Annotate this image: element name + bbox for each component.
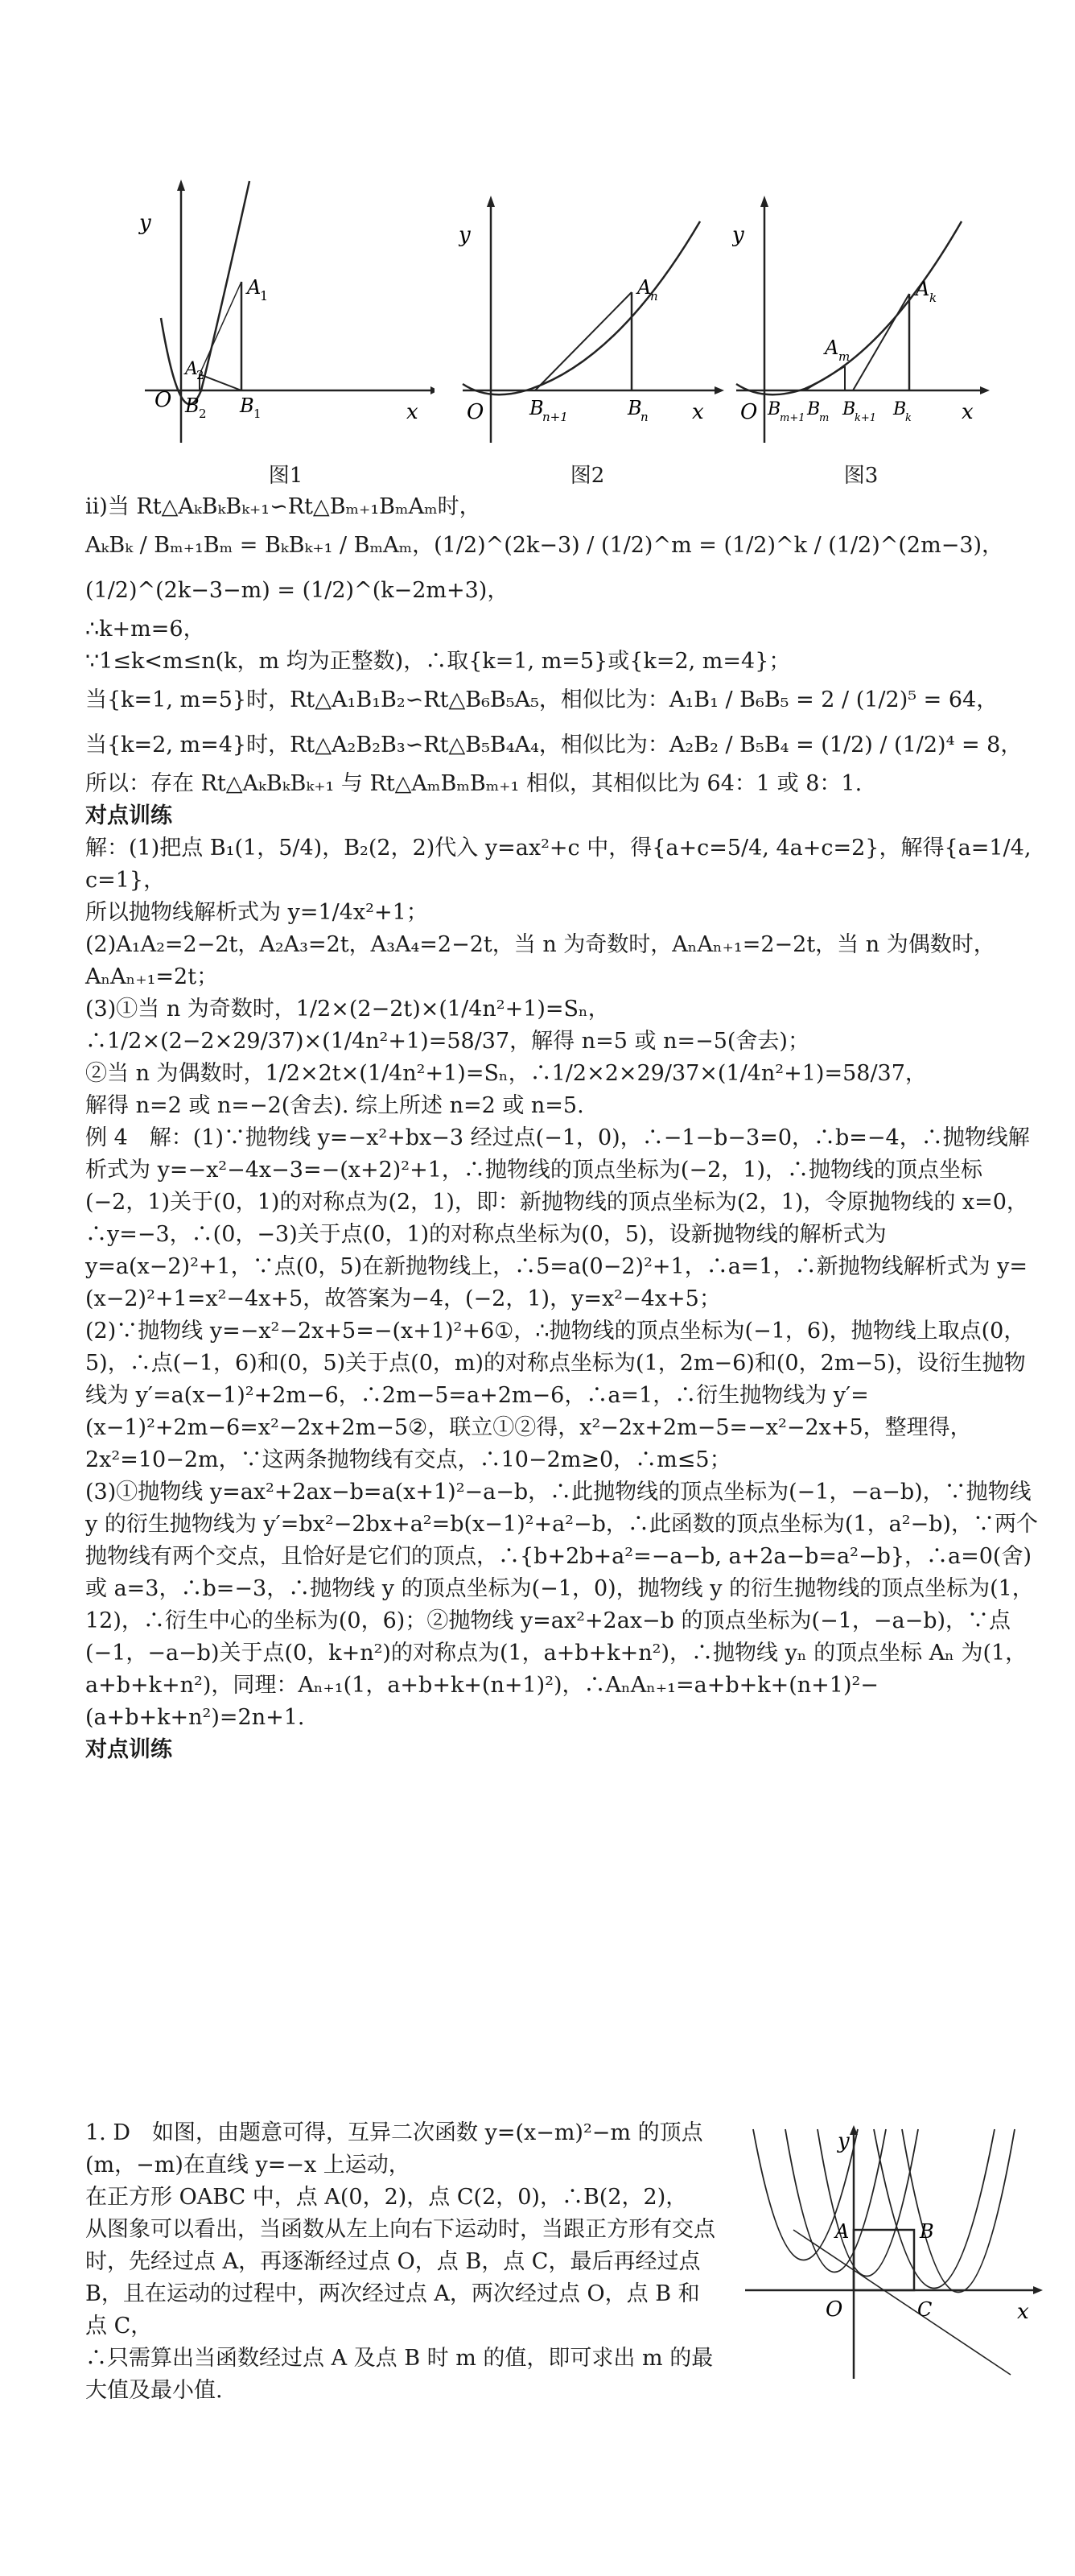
fig2-label-bn-sub: n (640, 410, 649, 424)
text-line: ∴只需算出当函数经过点 A 及点 B 时 m 的值，即可求出 m 的最大值及最小值. (85, 2346, 714, 2403)
text-line: 从图象可以看出，当函数从左上向右下运动时，当跟正方形有交点时，先经过点 A，再逐渐经过点 O，点 B，点 C，最后再经过点 B，且在运动的过程中，两次经过点 A，两次经过点 O，点 B 和点 C， (85, 2217, 715, 2339)
fig2-label-bn: B (628, 397, 642, 419)
fig3-label-am: A (825, 336, 839, 359)
text-line: 所以：存在 Rt△AₖBₖBₖ₊₁ 与 Rt△AₘBₘBₘ₊₁ 相似，其相似比为 64：1 或 8：1. (85, 771, 863, 796)
fig2-label-an: A (637, 276, 652, 299)
q1-origin: O (826, 2297, 843, 2322)
text-line: 当{k=2, m=4}时，Rt△A₂B₂B₃∽Rt△B₅B₄A₄，相似比为：A₂B₂ / B₅B₄ = (1/2) / (1/2)⁴ = 8， (85, 733, 1023, 758)
fig3-label-ak: A (916, 278, 930, 300)
text-line: (2)A₁A₂=2−2t，A₂A₃=2t，A₃A₄=2−2t，当 n 为奇数时，AₙAₙ₊₁=2−2t，当 n 为偶数时，AₙAₙ₊₁=2t； (85, 932, 995, 989)
text-line: 所以抛物线解析式为 y=1/4x²+1； (85, 900, 428, 925)
fig3-axis-y: y (732, 223, 744, 247)
text-line: 解得 n=2 或 n=−2(舍去). 综上所述 n=2 或 n=5. (85, 1093, 584, 1118)
fig1-label-b2: B (185, 394, 200, 417)
fig1-label-a1: A (247, 276, 262, 299)
question-1-text (85, 2117, 721, 2407)
question-1 (85, 2117, 1051, 2552)
q1-axis-x: x (1017, 2300, 1029, 2324)
fig1-axis-x: x (406, 400, 418, 424)
section-title: 对点训练 (85, 803, 172, 828)
section-title: 对点训练 (85, 1737, 172, 1762)
fig3-label-bm: B (807, 399, 821, 419)
fig3-label-bm-sub: m (819, 412, 830, 424)
text-line: 1. D 如图，由题意可得，互异二次函数 y=(x−m)²−m 的顶点(m，−m)在直线 y=−x 上运动， (85, 2120, 703, 2178)
fig2-axis-x: x (692, 400, 704, 424)
figure-2-caption: 图2 (570, 464, 605, 488)
fig2-origin: O (467, 400, 484, 424)
fig1-label-b1: B (240, 394, 254, 417)
fig1-origin: O (154, 388, 172, 412)
fig1-label-b1-sub: 1 (253, 407, 262, 421)
figure-row (121, 173, 990, 487)
figure-3 (732, 173, 990, 488)
example-4-part-3: (3)①抛物线 y=ax²+2ax−b=a(x+1)²−a−b，∴此抛物线的顶点坐标为(−1，−a−b)，∵抛物线 y 的衍生抛物线为 y′=bx²−2bx+a²=b(x−1)²+a²−b，∴此函数的顶点坐标为(1，a²−b)，∵两个抛物线有两个交点，且恰好是它们的顶点，∴{b+2b+a²=−a−b, a+2a−b=a²−b}，∴a=0(舍)或 a=3，∴b=−3，∴抛物线 y 的顶点坐标为(−1，0)，抛物线 y 的衍生抛物线的顶点坐标为(1，12)，∴衍生中心的坐标为(0，6)；②抛物线 y=ax²+2ax−b 的顶点坐标为(−1，−a−b)，∵点(−1，−a−b)关于点(0，k+n²)的对称点为(1，a+b+k+n²)，∴抛物线 yₙ 的顶点坐标 Aₙ 为(1，a+b+k+n²)，同理：Aₙ₊₁(1，a+b+k+(n+1)²)，∴AₙAₙ₊₁=a+b+k+(n+1)²−(a+b+k+n²)=2n+1. (85, 1480, 1038, 1730)
fig3-label-bk1-sub: k+1 (855, 412, 877, 424)
text-line: ∵1≤k<m≤n(k，m 均为正整数)，∴取{k=1, m=5}或{k=2, m=4}； (85, 649, 791, 674)
text-line: ②当 n 为偶数时，1/2×2t×(1/4n²+1)=Sₙ，∴1/2×2×29/37×(1/4n²+1)=58/37， (85, 1061, 927, 1086)
text-line: 解：(1)把点 B₁(1，5/4)，B₂(2，2)代入 y=ax²+c 中，得{a+c=5/4, 4a+c=2}，解得{a=1/4, c=1}， (85, 836, 1032, 893)
text-line: AₖBₖ / Bₘ₊₁Bₘ = BₖBₖ₊₁ / BₘAₘ，(1/2)^(2k−3) / (1/2)^m = (1/2)^k / (1/2)^(2m−3)，(1/2)^(2k−3−m) = (1/2)^(k−2m+3)， (85, 533, 1004, 603)
q1-label-a: A (835, 2220, 850, 2243)
fig3-label-bk1: B (842, 399, 856, 419)
figure-1-caption: 图1 (268, 464, 303, 488)
fig1-label-a1-sub: 1 (260, 288, 269, 303)
example-4-part-2: (2)∵抛物线 y=−x²−2x+5=−(x+1)²+6①，∴抛物线的顶点坐标为(−1，6)，抛物线上取点(0，5)，∴点(−1，6)和(0，5)关于点(0，m)的对称点坐标为(1，2m−6)和(0，2m−5)，设衍生抛物线为 y′=a(x−1)²+2m−6，∴2m−5=a+2m−6，∴a=1，∴衍生抛物线为 y′=(x−1)²+2m−6=x²−2x+2m−5②，联立①②得，x²−2x+2m−5=−x²−2x+5，整理得，2x²=10−2m，∵这两条抛物线有交点，∴10−2m≥0，∴m≤5； (85, 1319, 1026, 1472)
fig2-label-an-sub: n (650, 289, 658, 303)
figure-2 (459, 173, 724, 488)
figure-1 (137, 173, 435, 488)
fig3-label-bm1: B (768, 399, 781, 419)
q1-label-b: B (920, 2220, 934, 2243)
fig3-label-bm1-sub: m+1 (780, 412, 805, 424)
fig3-axis-x: x (962, 400, 974, 424)
question-1-figure (745, 2125, 1043, 2386)
fig3-label-ak-sub: k (929, 291, 937, 305)
figure-3-caption: 图3 (843, 464, 879, 488)
fig1-label-a2: A (185, 359, 198, 379)
fig3-label-am-sub: m (838, 349, 851, 364)
q1-label-c: C (917, 2298, 933, 2321)
fig1-label-b2-sub: 2 (199, 407, 207, 421)
fig2-label-bn1-sub: n+1 (542, 410, 568, 424)
fig3-label-bk: B (893, 399, 907, 419)
example-4-part-1: 例 4 解：(1)∵抛物线 y=−x²+bx−3 经过点(−1，0)，∴−1−b−3=0，∴b=−4，∴抛物线解析式为 y=−x²−4x−3=−(x+2)²+1，∴抛物线的顶点坐标为(−2，1)，∴抛物线的顶点坐标(−2，1)关于(0，1)的对称点为(2，1)，即：新抛物线的顶点坐标为(2，1)，令原抛物线的 x=0，∴y=−3，∴(0，−3)关于点(0，1)的对称点坐标为(0，5)，设新抛物线的解析式为 y=a(x−2)²+1，∵点(0，5)在新抛物线上，∴5=a(0−2)²+1，∴a=1，∴新抛物线解析式为 y=(x−2)²+1=x²−4x+5，故答案为−4，(−2，1)，y=x²−4x+5； (85, 1125, 1030, 1311)
fig1-label-a2-sub: 2 (196, 368, 204, 382)
text-line: 在正方形 OABC 中，点 A(0，2)，点 C(2，0)，∴B(2，2)， (85, 2185, 688, 2210)
text-line: ∴k+m=6， (85, 617, 205, 642)
fig3-origin: O (740, 400, 758, 424)
text-line: 当{k=1, m=5}时，Rt△A₁B₁B₂∽Rt△B₆B₅A₅，相似比为：A₁B₁ / B₆B₅ = 2 / (1/2)⁵ = 64， (85, 687, 999, 712)
fig1-axis-y: y (139, 211, 151, 235)
fig2-label-bn1: B (529, 397, 544, 419)
text-line: ii)当 Rt△AₖBₖBₖ₊₁∽Rt△Bₘ₊₁BₘAₘ时， (85, 494, 481, 519)
text-line: (3)①当 n 为奇数时，1/2×(2−2t)×(1/4n²+1)=Sₙ，∴1/2×(2−2×29/37)×(1/4n²+1)=58/37，解得 n=5 或 n=−5(舍去)； (85, 997, 809, 1054)
solution-content (85, 491, 1043, 1766)
fig2-axis-y: y (459, 223, 471, 247)
fig3-label-bk-sub: k (905, 412, 912, 424)
q1-axis-y: y (838, 2129, 850, 2153)
